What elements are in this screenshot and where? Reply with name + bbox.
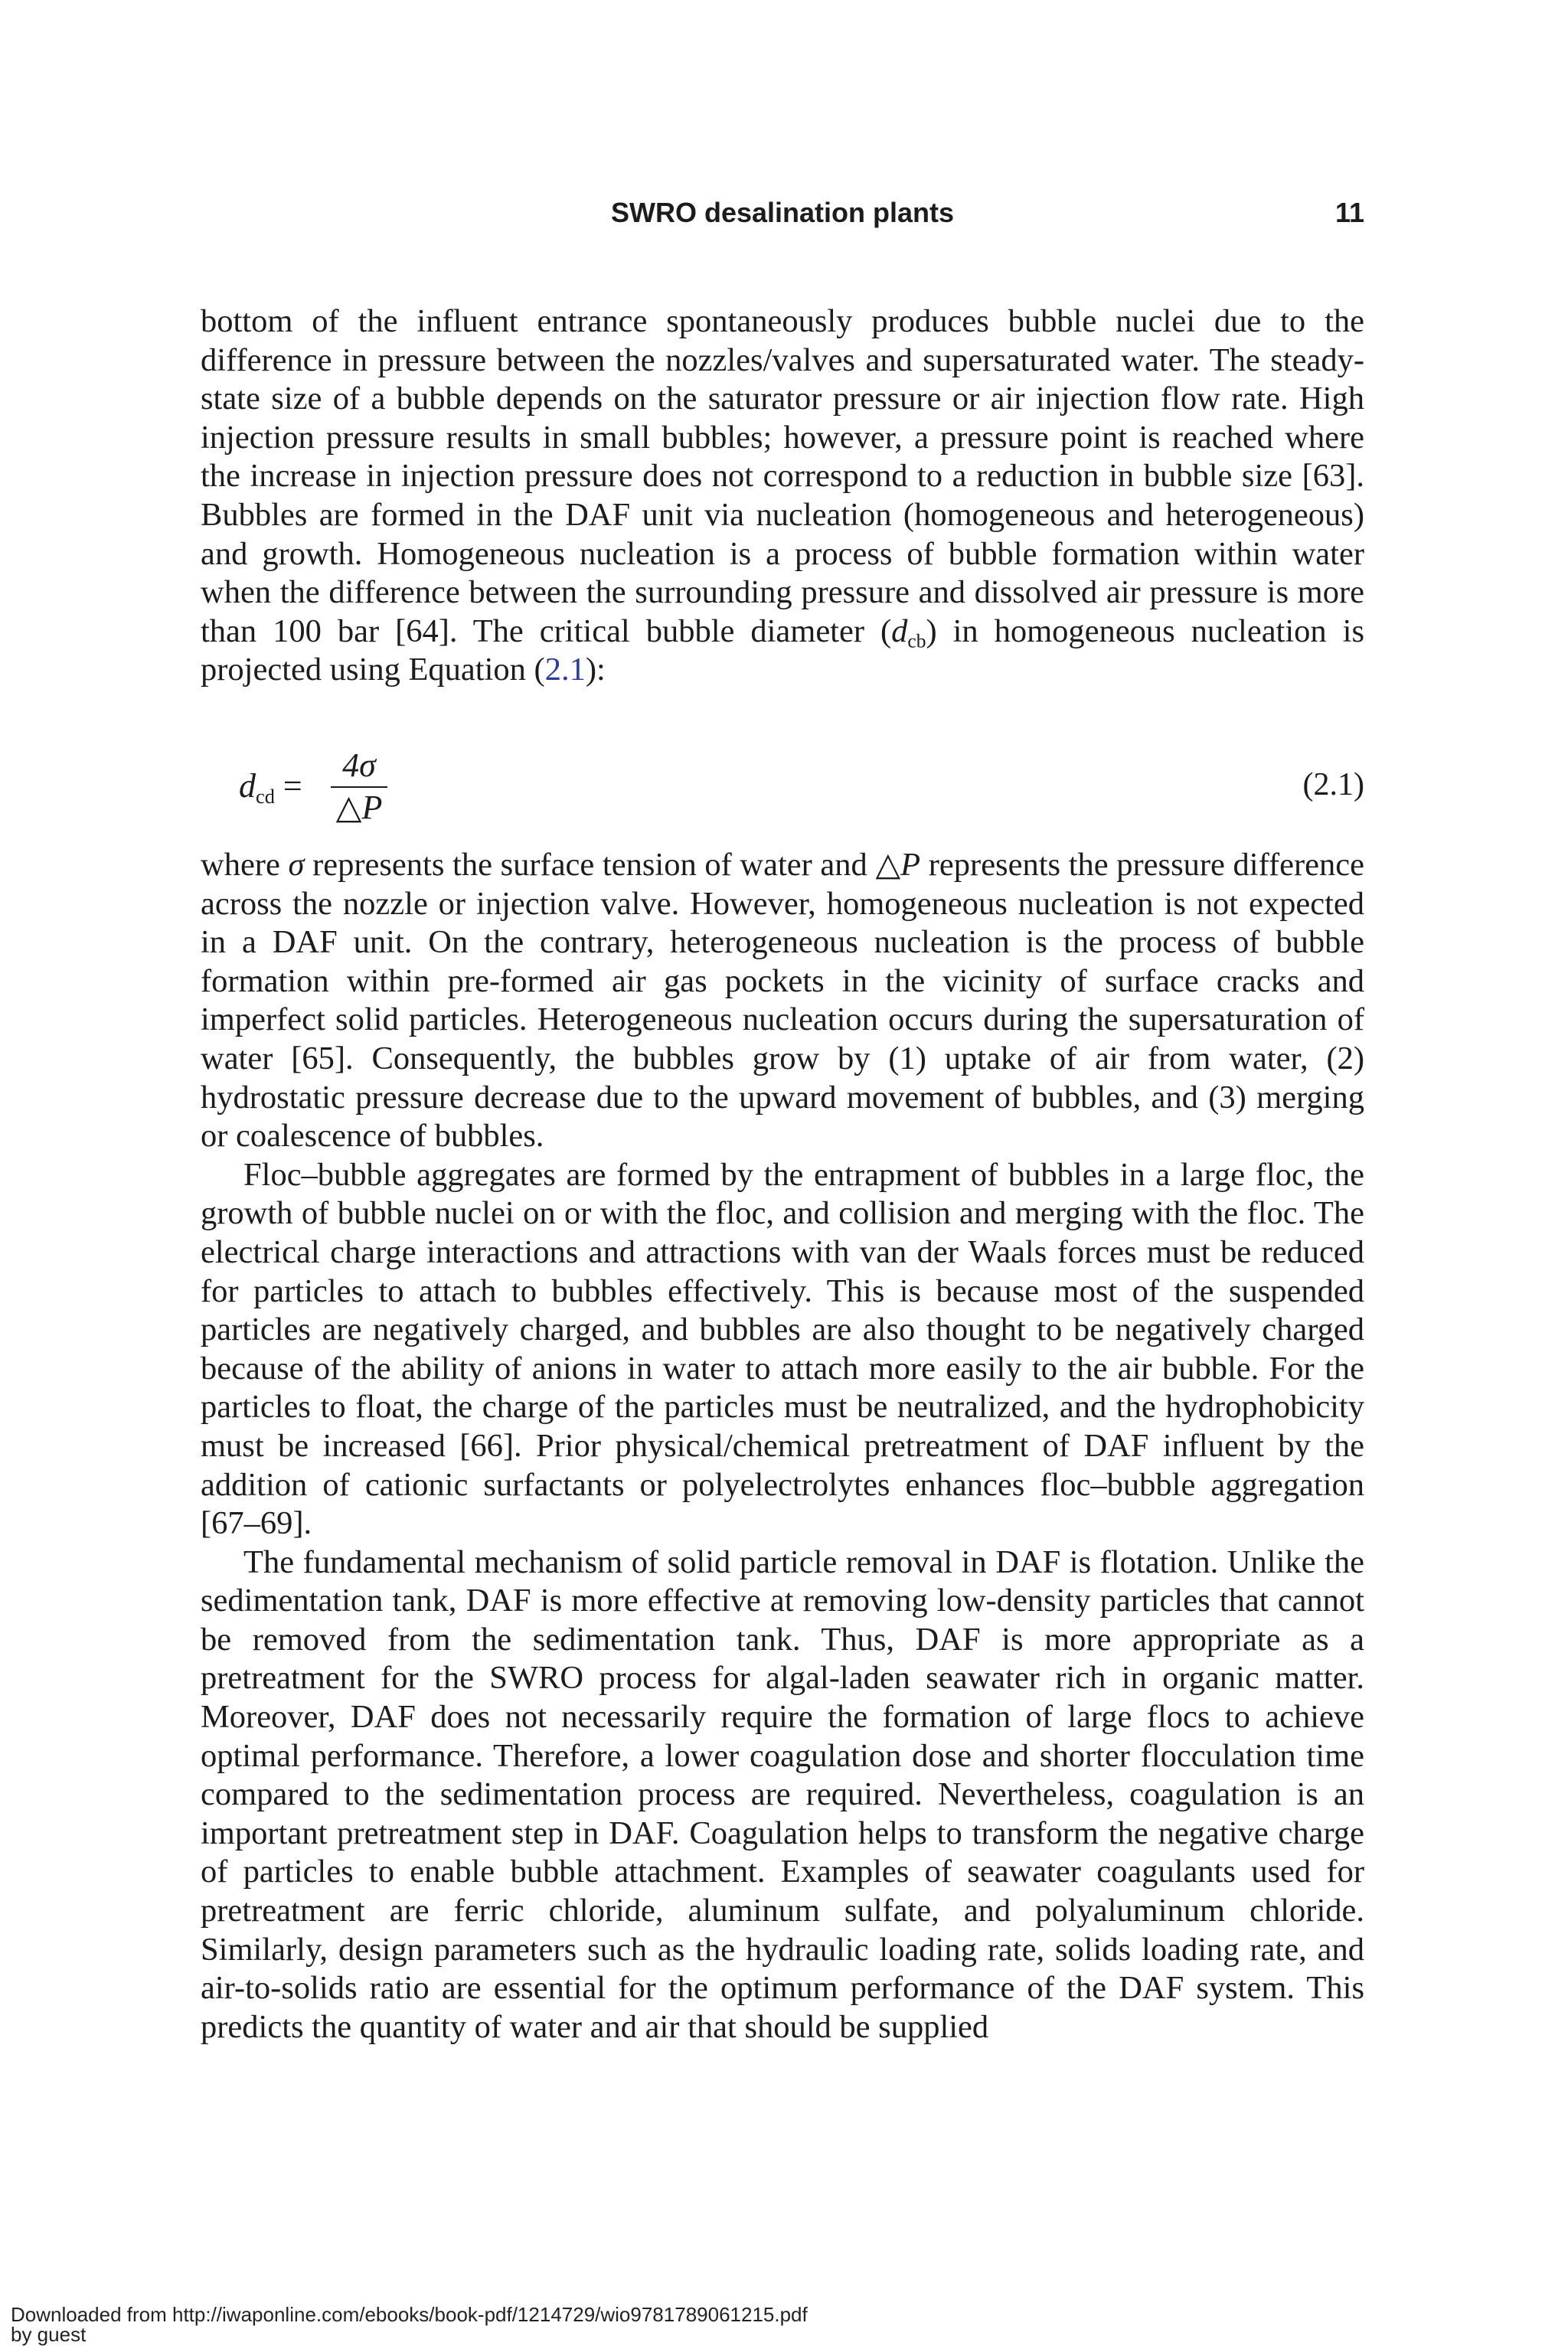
page-number: 11 (1334, 197, 1364, 228)
equation-numerator: 4σ (331, 746, 387, 788)
text-block-top (201, 302, 1364, 690)
sigma-symbol: σ (288, 847, 305, 883)
paragraph-2-text: where (201, 847, 289, 883)
equation-lhs-var: d (239, 767, 256, 805)
download-footer (11, 2305, 929, 2344)
running-header (201, 190, 1364, 236)
equation-number: (2.1) (1302, 767, 1364, 802)
equation-fraction (331, 746, 387, 828)
paragraph-2-text-cont: represents the surface tension of water and (304, 847, 876, 883)
paragraph-4: The fundamental mechanism of solid particle removal in DAF is flotation. Unlike the sedimentation tank, DAF is more effective at removing low-density particles that cannot be removed from the sedimentation tank. Thus, DAF is more appropriate as a pretreatment for the SWRO process for algal-laden seawater rich in organic matter. Moreover, DAF does not necessarily require the formation of large flocs to achieve optimal performance. Therefore, a lower coagulation dose and shorter flocculation time compared to the sedimentation process are required. Nevertheless, coagulation is an important pretreatment step in DAF. Coagulation helps to transform the negative charge of particles to enable bubble attachment. Examples of seawater coagulants used for pretreatment are ferric chloride, aluminum sulfate, and polyaluminum chloride. Similarly, design parameters such as the hydraulic loading rate, solids loading rate, and air-to-solids ratio are essential for the optimum performance of the DAF system. This predicts the quantity of water and air that should be supplied (201, 1544, 1364, 2045)
paragraph-2-text-end: represents the pressure difference across the nozzle or injection valve. However, homogeneous nucleation is not expected in a DAF unit. On the contrary, heterogeneous nucleation is the process of bubble formation within pre-formed air gas pockets in the vicinity of surface cracks and imperfect solid particles. Heterogeneous nucleation occurs during the supersaturation of water [65]. Consequently, the bubbles grow by (1) uptake of air from water, (2) hydrostatic pressure decrease due to the upward movement of bubbles, and (3) merging or coalescence of bubbles. (201, 847, 1364, 1155)
delta-p-symbol: △P (875, 847, 921, 883)
equation-2-1 (239, 746, 1364, 831)
equation-reference-link[interactable]: 2.1 (544, 652, 586, 688)
footer-guest-line: by guest (11, 2323, 87, 2346)
text-block-main (201, 846, 1364, 2047)
paragraph-3: Floc–bubble aggregates are formed by the entrapment of bubbles in a large floc, the growth of bubble nuclei on or with the floc, and collision and merging with the floc. The electrical charge interactions and attractions with van der Waals forces must be reduced for particles to attach to bubbles effectively. This is because most of the suspended particles are negatively charged, and bubbles are also thought to be negatively charged because of the ability of anions in water to attach more easily to the air bubble. For the particles to float, the charge of the particles must be neutralized, and the hydrophobicity must be increased [66]. Prior physical/chemical pretreatment of DAF influent by the addition of cationic surfactants or polyelectrolytes enhances floc–bubble aggregation [67–69]. (201, 1156, 1364, 1542)
paragraph-1-text-end: ): (585, 652, 606, 688)
bubble-diameter-subscript: cb (907, 629, 926, 652)
paragraph-1 (201, 302, 1364, 690)
footer-download-line: Downloaded from http://iwaponline.com/ebooks/book-pdf/1214729/wio9781789061215.pdf (11, 2303, 808, 2326)
equation-lhs-sub: cd (256, 784, 275, 808)
equation-equals: = (283, 767, 302, 805)
paragraph-1-text: bottom of the influent entrance spontaneously produces bubble nuclei due to the difference in pressure between the nozzles/valves and supersaturated water. The steady-state size of a bubble depends on the saturator pressure or air injection flow rate. High injection pressure results in small bubbles; however, a pressure point is reached where the increase in injection pressure does not correspond to a reduction in bubble size [63]. Bubbles are formed in the DAF unit via nucleation (homogeneous and heterogeneous) and growth. Homogeneous nucleation is a process of bubble formation within water when the difference between the surrounding pressure and dissolved air pressure is more than 100 bar [64]. The critical bubble diameter ( (201, 303, 1364, 649)
paragraph-2 (201, 846, 1364, 1156)
paragraph-1-text-cont: ) in homogeneous nucleation is projected using Equation ( (201, 612, 1364, 688)
equation-lhs (239, 766, 302, 808)
bubble-diameter-symbol: d (891, 612, 908, 649)
equation-denominator: △P (335, 789, 383, 826)
running-title: SWRO desalination plants (610, 197, 955, 228)
